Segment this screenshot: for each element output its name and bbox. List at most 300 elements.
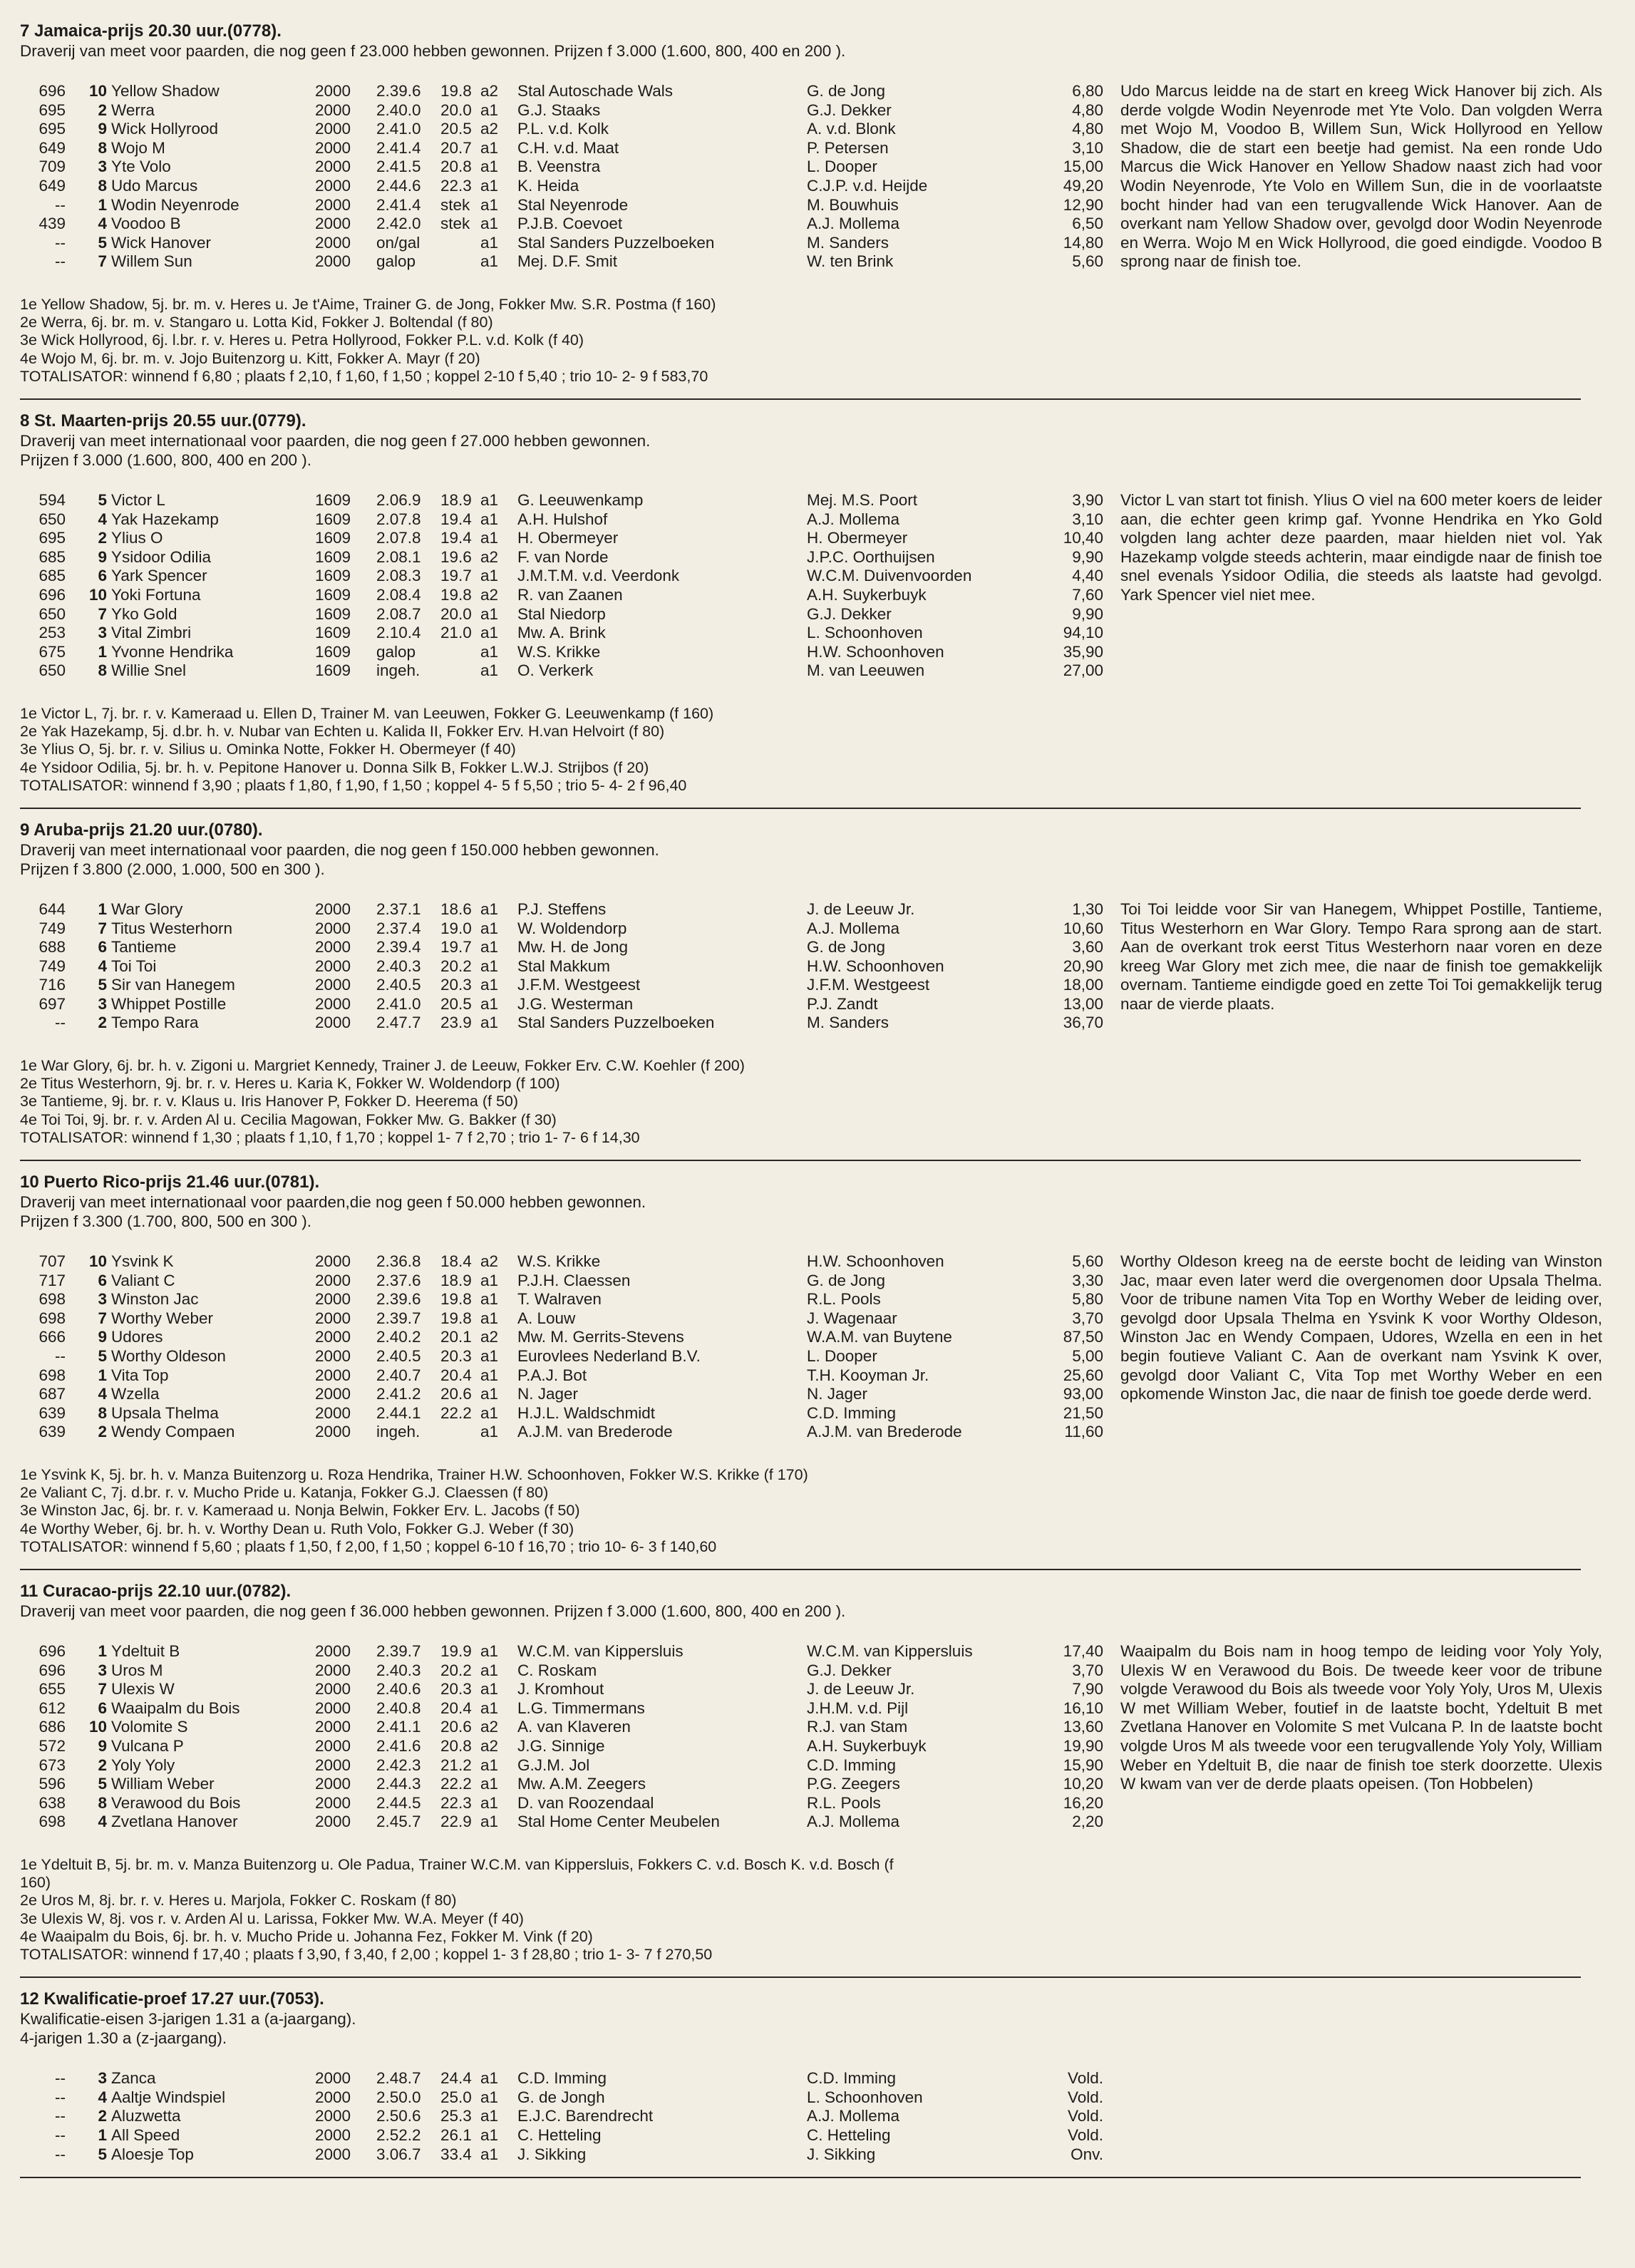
placing-detail: 3e Winston Jac, 6j. br. r. v. Kameraad u. Nonja Belwin, Fokker Erv. L. Jacobs (f 50) (20, 1502, 580, 1520)
time-cell: 2.07.8 (376, 510, 421, 528)
time-cell: 2.40.8 (376, 1699, 421, 1717)
time-cell: ingeh. (376, 661, 421, 680)
totalisator: TOTALISATOR: winnend f 5,60 ; plaats f 1,50, f 2,00, f 1,50 ; koppel 6-10 f 16,70 ; trio 10- 6- 3 f 140,60 (20, 1537, 717, 1555)
ranking-cell: 697 (38, 994, 66, 1013)
distance-cell: 2000 (315, 1252, 351, 1271)
odds-cell: 87,50 (1063, 1328, 1103, 1346)
result-row (20, 1699, 1110, 1718)
driver-cell: G. de Jong (807, 938, 886, 957)
horse-name-cell: Victor L (111, 490, 165, 509)
ranking-cell: 696 (38, 1661, 66, 1679)
start-number-cell: 8 (98, 138, 107, 157)
driver-cell: G.J. Dekker (807, 604, 892, 623)
owner-cell: Stal Neyenrode (517, 195, 629, 214)
driver-cell: P.J. Zandt (807, 994, 878, 1013)
owner-cell: R. van Zaanen (517, 585, 623, 604)
result-row (20, 510, 1110, 530)
start-number-cell: 2 (98, 1423, 107, 1441)
owner-cell: G. Leeuwenkamp (517, 490, 644, 509)
placing-detail: 1e Ydeltuit B, 5j. br. m. v. Manza Buitenzorg u. Ole Padua, Trainer W.C.M. van Kippersluis, Fokkers C. v.d. Bosch K. v.d. Bosch (f (20, 1855, 894, 1873)
km-time-cell: 24.4 (440, 2069, 472, 2088)
placing-detail: 4e Waaipalm du Bois, 6j. br. h. v. Mucho Pride u. Johanna Fez, Fokker M. Vink (f 20) (20, 1927, 593, 1945)
result-row (20, 1272, 1110, 1291)
results-area (20, 900, 1602, 1033)
ranking-cell: 749 (38, 919, 66, 937)
time-cell: 2.48.7 (376, 2069, 421, 2088)
start-position-cell: a1 (480, 195, 499, 214)
result-row (20, 567, 1110, 586)
result-row (20, 1794, 1110, 1813)
km-time-cell: 19.8 (440, 585, 472, 604)
time-cell: 2.40.3 (376, 957, 421, 975)
horse-name-cell: Worthy Oldeson (111, 1347, 226, 1366)
owner-cell: Mw. A.M. Zeegers (517, 1775, 646, 1793)
placing-detail: 3e Wick Hollyrood, 6j. l.br. r. v. Heres u. Petra Hollyrood, Fokker P.L. v.d. Kolk (f 40) (20, 331, 584, 349)
driver-cell: A.H. Suykerbuyk (807, 1737, 927, 1755)
odds-cell: 10,20 (1063, 1775, 1103, 1793)
km-time-cell: 22.2 (440, 1775, 472, 1793)
start-position-cell: a1 (480, 957, 499, 975)
placing-detail: 1e War Glory, 6j. br. h. v. Zigoni u. Margriet Kennedy, Trainer J. de Leeuw, Fokker Erv. C.W. Koehler (f 200) (20, 1057, 745, 1075)
distance-cell: 2000 (315, 1328, 351, 1346)
odds-cell: Vold. (1067, 2107, 1103, 2125)
driver-cell: J. de Leeuw Jr. (807, 1680, 915, 1699)
section-divider (20, 398, 1581, 400)
km-time-cell: 18.6 (440, 900, 472, 918)
time-cell: 2.41.4 (376, 195, 421, 214)
ranking-cell: 707 (38, 1252, 66, 1271)
ranking-cell: 716 (38, 976, 66, 994)
placing-detail: 4e Worthy Weber, 6j. br. h. v. Worthy Dean u. Ruth Volo, Fokker G.J. Weber (f 30) (20, 1520, 574, 1537)
ranking-cell: 698 (38, 1813, 66, 1831)
start-position-cell: a1 (480, 529, 499, 547)
horse-name-cell: Willie Snel (111, 661, 187, 680)
distance-cell: 2000 (315, 1271, 351, 1289)
horse-name-cell: Vulcana P (111, 1737, 184, 1755)
driver-cell: P.G. Zeegers (807, 1775, 900, 1793)
odds-cell: 4,40 (1072, 567, 1103, 585)
odds-cell: 3,30 (1072, 1271, 1103, 1289)
time-cell: 2.42.0 (376, 215, 421, 233)
km-time-cell: stek (440, 195, 470, 214)
owner-cell: A.H. Hulshof (517, 510, 608, 528)
result-row (20, 252, 1110, 272)
km-time-cell: stek (440, 215, 470, 233)
driver-cell: N. Jager (807, 1385, 868, 1403)
totalisator: TOTALISATOR: winnend f 17,40 ; plaats f 3,90, f 3,40, f 2,00 ; koppel 1- 3 f 28,80 ; trio 1- 3- 7 f 270,50 (20, 1945, 713, 1963)
start-number-cell: 7 (98, 1680, 107, 1699)
start-number-cell: 3 (98, 1661, 107, 1679)
time-cell: 2.44.5 (376, 1793, 421, 1812)
odds-cell: 35,90 (1063, 642, 1103, 661)
start-position-cell: a1 (480, 1680, 499, 1699)
km-time-cell: 20.0 (440, 604, 472, 623)
race-description: Kwalificatie-eisen 3-jarigen 1.31 a (a-jaargang). (20, 2010, 356, 2029)
ranking-cell: 695 (38, 120, 66, 138)
owner-cell: Mw. A. Brink (517, 624, 606, 642)
time-cell: 2.44.6 (376, 176, 421, 195)
time-cell: 2.40.5 (376, 1347, 421, 1366)
ranking-cell: 695 (38, 100, 66, 119)
result-row (20, 1385, 1110, 1404)
time-cell: 2.44.3 (376, 1775, 421, 1793)
km-time-cell: 18.9 (440, 1271, 472, 1289)
time-cell: 2.52.2 (376, 2125, 421, 2144)
owner-cell: W. Woldendorp (517, 919, 627, 937)
start-position-cell: a1 (480, 138, 499, 157)
ranking-cell: 696 (38, 1642, 66, 1661)
result-row (20, 976, 1110, 995)
result-row (20, 1737, 1110, 1756)
horse-name-cell: Vita Top (111, 1366, 169, 1384)
ranking-cell: 688 (38, 938, 66, 957)
start-number-cell: 4 (98, 1385, 107, 1403)
time-cell: galop (376, 252, 416, 271)
ranking-cell: -- (55, 1014, 66, 1032)
time-cell: 2.08.7 (376, 604, 421, 623)
odds-cell: 4,80 (1072, 100, 1103, 119)
driver-cell: J. de Leeuw Jr. (807, 900, 915, 918)
start-number-cell: 4 (98, 1813, 107, 1831)
placing-detail: 4e Toi Toi, 9j. br. r. v. Arden Al u. Cecilia Magowan, Fokker Mw. G. Bakker (f 30) (20, 1110, 557, 1128)
start-position-cell: a1 (480, 176, 499, 195)
race-commentary: Toi Toi leidde voor Sir van Hanegem, Whippet Postille, Tantieme, Titus Westerhorn en War Glory. Tempo Rara sprong aan de start. Aan de overkant trok eerst Titus Westerhorn naar voren en deze kreeg War Glory met zich mee, die naar de finish toe gemakkelijk overnam. Tantieme eindigde goed en zette Toi Toi gemakkelijk terug naar de vierde plaats. (1120, 900, 1602, 1013)
ranking-cell: 594 (38, 490, 66, 509)
start-position-cell: a1 (480, 567, 499, 585)
race-title: 12 Kwalificatie-proef 17.27 uur.(7053). (20, 1989, 324, 2009)
driver-cell: L. Dooper (807, 1347, 877, 1366)
start-position-cell: a1 (480, 604, 499, 623)
distance-cell: 2000 (315, 1775, 351, 1793)
start-number-cell: 10 (88, 82, 107, 100)
results-table (20, 82, 1110, 272)
owner-cell: Mw. M. Gerrits-Stevens (517, 1328, 684, 1346)
time-cell: 2.40.6 (376, 1680, 421, 1699)
odds-cell: 3,70 (1072, 1309, 1103, 1327)
horse-name-cell: Aaltje Windspiel (111, 2088, 226, 2106)
ranking-cell: 698 (38, 1290, 66, 1309)
driver-cell: A.H. Suykerbuyk (807, 585, 927, 604)
start-position-cell: a1 (480, 100, 499, 119)
start-number-cell: 7 (98, 1309, 107, 1327)
race-section (20, 21, 1602, 391)
time-cell: 2.39.7 (376, 1642, 421, 1661)
km-time-cell: 20.3 (440, 976, 472, 994)
owner-cell: Stal Sanders Puzzelboeken (517, 233, 715, 252)
km-time-cell: 19.9 (440, 1642, 472, 1661)
distance-cell: 2000 (315, 1813, 351, 1831)
owner-cell: F. van Norde (517, 547, 609, 566)
driver-cell: C.J.P. v.d. Heijde (807, 176, 928, 195)
time-cell: 2.39.6 (376, 82, 421, 100)
race-description: Draverij van meet internationaal voor paarden, die nog geen f 150.000 hebben gewonnen. (20, 840, 659, 859)
time-cell: 2.10.4 (376, 624, 421, 642)
km-time-cell: 19.8 (440, 82, 472, 100)
totalisator: TOTALISATOR: winnend f 6,80 ; plaats f 2,10, f 1,60, f 1,50 ; koppel 2-10 f 5,40 ; trio 10- 2- 9 f 583,70 (20, 367, 708, 385)
result-row (20, 1404, 1110, 1423)
driver-cell: M. van Leeuwen (807, 661, 925, 680)
horse-name-cell: Tempo Rara (111, 1014, 199, 1032)
horse-name-cell: William Weber (111, 1775, 215, 1793)
ranking-cell: 695 (38, 529, 66, 547)
start-number-cell: 9 (98, 547, 107, 566)
distance-cell: 2000 (315, 1793, 351, 1812)
start-position-cell: a1 (480, 938, 499, 957)
result-row (20, 2088, 1110, 2108)
odds-cell: 3,10 (1072, 138, 1103, 157)
distance-cell: 1609 (315, 529, 351, 547)
race-details (20, 1856, 1581, 1964)
odds-cell: 13,60 (1063, 1718, 1103, 1736)
km-time-cell: 19.7 (440, 567, 472, 585)
odds-cell: 3,70 (1072, 1661, 1103, 1679)
owner-cell: A.J.M. van Brederode (517, 1423, 673, 1441)
driver-cell: J. Sikking (807, 2145, 876, 2163)
start-number-cell: 1 (98, 900, 107, 918)
owner-cell: Eurovlees Nederland B.V. (517, 1347, 701, 1366)
start-number-cell: 3 (98, 624, 107, 642)
result-row (20, 1366, 1110, 1386)
result-row (20, 491, 1110, 510)
start-position-cell: a1 (480, 158, 499, 176)
owner-cell: C.D. Imming (517, 2069, 607, 2088)
time-cell: 2.08.1 (376, 547, 421, 566)
start-number-cell: 1 (98, 2125, 107, 2144)
owner-cell: Stal Home Center Meubelen (517, 1813, 720, 1831)
km-time-cell: 20.4 (440, 1699, 472, 1717)
driver-cell: J. Wagenaar (807, 1309, 897, 1327)
driver-cell: W.C.M. Duivenvoorden (807, 567, 972, 585)
distance-cell: 2000 (315, 919, 351, 937)
owner-cell: Mw. H. de Jong (517, 938, 629, 957)
result-row (20, 1813, 1110, 1832)
placing-detail: 1e Ysvink K, 5j. br. h. v. Manza Buitenzorg u. Roza Hendrika, Trainer H.W. Schoonhoven, Fokker W.S. Krikke (f 170) (20, 1466, 808, 1484)
results-area (20, 1642, 1602, 1832)
owner-cell: P.L. v.d. Kolk (517, 120, 609, 138)
driver-cell: A.J. Mollema (807, 215, 900, 233)
horse-name-cell: Zvetlana Hanover (111, 1813, 238, 1831)
ranking-cell: 709 (38, 158, 66, 176)
result-row (20, 1309, 1110, 1329)
start-number-cell: 6 (98, 1271, 107, 1289)
result-row (20, 215, 1110, 234)
odds-cell: 3,10 (1072, 510, 1103, 528)
km-time-cell: 20.3 (440, 1347, 472, 1366)
distance-cell: 2000 (315, 2088, 351, 2106)
horse-name-cell: Wzella (111, 1385, 160, 1403)
results-table (20, 2069, 1110, 2164)
horse-name-cell: Yoly Yoly (111, 1756, 175, 1774)
odds-cell: 15,00 (1063, 158, 1103, 176)
owner-cell: P.A.J. Bot (517, 1366, 587, 1384)
start-number-cell: 7 (98, 252, 107, 271)
distance-cell: 2000 (315, 976, 351, 994)
placing-detail: 4e Ysidoor Odilia, 5j. br. h. v. Pepitone Hanover u. Donna Silk B, Fokker L.W.J. Strijbos (f 20) (20, 758, 649, 776)
result-row (20, 1252, 1110, 1272)
km-time-cell: 19.8 (440, 1290, 472, 1309)
result-row (20, 529, 1110, 548)
ranking-cell: -- (55, 2069, 66, 2088)
distance-cell: 2000 (315, 1699, 351, 1717)
horse-name-cell: Yak Hazekamp (111, 510, 219, 528)
horse-name-cell: Worthy Weber (111, 1309, 213, 1327)
start-position-cell: a2 (480, 1718, 499, 1736)
driver-cell: W.A.M. van Buytene (807, 1328, 952, 1346)
start-position-cell: a1 (480, 1661, 499, 1679)
owner-cell: G.J.M. Jol (517, 1756, 590, 1774)
race-details (20, 296, 1581, 386)
start-number-cell: 4 (98, 957, 107, 975)
start-number-cell: 3 (98, 158, 107, 176)
start-position-cell: a2 (480, 547, 499, 566)
odds-cell: 2,20 (1072, 1813, 1103, 1831)
owner-cell: C.H. v.d. Maat (517, 138, 619, 157)
start-position-cell: a1 (480, 1642, 499, 1661)
time-cell: 2.39.4 (376, 938, 421, 957)
driver-cell: H.W. Schoonhoven (807, 642, 944, 661)
odds-cell: 15,90 (1063, 1756, 1103, 1774)
distance-cell: 2000 (315, 2107, 351, 2125)
distance-cell: 1609 (315, 642, 351, 661)
ranking-cell: -- (55, 233, 66, 252)
horse-name-cell: Wick Hollyrood (111, 120, 219, 138)
driver-cell: L. Dooper (807, 158, 877, 176)
horse-name-cell: Yvonne Hendrika (111, 642, 234, 661)
driver-cell: A. v.d. Blonk (807, 120, 896, 138)
driver-cell: P. Petersen (807, 138, 889, 157)
ranking-cell: 666 (38, 1328, 66, 1346)
horse-name-cell: Verawood du Bois (111, 1793, 241, 1812)
owner-cell: Stal Makkum (517, 957, 611, 975)
result-row (20, 586, 1110, 605)
horse-name-cell: Wodin Neyenrode (111, 195, 239, 214)
start-position-cell: a1 (480, 2125, 499, 2144)
result-row (20, 1423, 1110, 1442)
km-time-cell: 20.5 (440, 120, 472, 138)
race-title: 9 Aruba-prijs 21.20 uur.(0780). (20, 820, 263, 840)
start-position-cell: a1 (480, 1271, 499, 1289)
result-row (20, 139, 1110, 158)
owner-cell: C. Hetteling (517, 2125, 602, 2144)
horse-name-cell: Uros M (111, 1661, 163, 1679)
start-number-cell: 10 (88, 585, 107, 604)
result-row (20, 1014, 1110, 1033)
ranking-cell: 639 (38, 1403, 66, 1422)
ranking-cell: 596 (38, 1775, 66, 1793)
time-cell: 3.06.7 (376, 2145, 421, 2163)
driver-cell: H.W. Schoonhoven (807, 957, 944, 975)
distance-cell: 2000 (315, 1661, 351, 1679)
horse-name-cell: Vital Zimbri (111, 624, 192, 642)
ranking-cell: 696 (38, 82, 66, 100)
km-time-cell: 18.9 (440, 490, 472, 509)
driver-cell: A.J. Mollema (807, 1813, 900, 1831)
owner-cell: H. Obermeyer (517, 529, 619, 547)
horse-name-cell: Willem Sun (111, 252, 192, 271)
start-position-cell: a2 (480, 1328, 499, 1346)
result-row (20, 1775, 1110, 1794)
driver-cell: A.J.M. van Brederode (807, 1423, 962, 1441)
time-cell: 2.07.8 (376, 529, 421, 547)
start-number-cell: 5 (98, 976, 107, 994)
horse-name-cell: Wendy Compaen (111, 1423, 235, 1441)
odds-cell: 27,00 (1063, 661, 1103, 680)
start-position-cell: a1 (480, 510, 499, 528)
ranking-cell: 650 (38, 510, 66, 528)
result-row (20, 661, 1110, 681)
start-number-cell: 5 (98, 490, 107, 509)
km-time-cell: 25.3 (440, 2107, 472, 2125)
horse-name-cell: Wojo M (111, 138, 165, 157)
km-time-cell: 20.8 (440, 1737, 472, 1755)
driver-cell: M. Sanders (807, 233, 889, 252)
km-time-cell: 22.3 (440, 176, 472, 195)
result-row (20, 1756, 1110, 1775)
start-position-cell: a1 (480, 2088, 499, 2106)
start-number-cell: 8 (98, 176, 107, 195)
result-row (20, 177, 1110, 196)
distance-cell: 2000 (315, 900, 351, 918)
start-position-cell: a2 (480, 1252, 499, 1271)
odds-cell: 10,60 (1063, 919, 1103, 937)
start-number-cell: 2 (98, 100, 107, 119)
start-position-cell: a1 (480, 490, 499, 509)
start-number-cell: 1 (98, 642, 107, 661)
km-time-cell: 19.7 (440, 938, 472, 957)
result-row (20, 1290, 1110, 1309)
start-number-cell: 10 (88, 1252, 107, 1271)
owner-cell: J.F.M. Westgeest (517, 976, 641, 994)
distance-cell: 1609 (315, 490, 351, 509)
horse-name-cell: Werra (111, 100, 155, 119)
ranking-cell: 685 (38, 567, 66, 585)
owner-cell: A. Louw (517, 1309, 576, 1327)
driver-cell: H.W. Schoonhoven (807, 1252, 944, 1271)
race-description: Draverij van meet voor paarden, die nog geen f 23.000 hebben gewonnen. Prijzen f 3.000 (1.600, 800, 400 en 200 ). (20, 42, 846, 60)
owner-cell: N. Jager (517, 1385, 579, 1403)
owner-cell: W.S. Krikke (517, 642, 601, 661)
odds-cell: 18,00 (1063, 976, 1103, 994)
start-position-cell: a1 (480, 1347, 499, 1366)
owner-cell: J.G. Westerman (517, 994, 634, 1013)
start-position-cell: a2 (480, 585, 499, 604)
start-number-cell: 2 (98, 1014, 107, 1032)
owner-cell: W.C.M. van Kippersluis (517, 1642, 684, 1661)
horse-name-cell: Volomite S (111, 1718, 188, 1736)
driver-cell: W.C.M. van Kippersluis (807, 1642, 973, 1661)
placing-detail: 2e Titus Westerhorn, 9j. br. r. v. Heres u. Karia K, Fokker W. Woldendorp (f 100) (20, 1075, 560, 1093)
km-time-cell: 20.2 (440, 1661, 472, 1679)
km-time-cell: 20.5 (440, 994, 472, 1013)
km-time-cell: 21.0 (440, 624, 472, 642)
result-row (20, 957, 1110, 976)
ranking-cell: 649 (38, 138, 66, 157)
km-time-cell: 18.4 (440, 1252, 472, 1271)
start-position-cell: a1 (480, 994, 499, 1013)
ranking-cell: -- (55, 2088, 66, 2106)
ranking-cell: -- (55, 1347, 66, 1366)
odds-cell: 20,90 (1063, 957, 1103, 975)
horse-name-cell: Ydeltuit B (111, 1642, 180, 1661)
owner-cell: J.M.T.M. v.d. Veerdonk (517, 567, 680, 585)
km-time-cell: 22.2 (440, 1403, 472, 1422)
time-cell: 2.37.1 (376, 900, 421, 918)
odds-cell: 5,80 (1072, 1290, 1103, 1309)
time-cell: 2.41.4 (376, 138, 421, 157)
result-row (20, 2145, 1110, 2165)
start-number-cell: 4 (98, 215, 107, 233)
placing-detail: 2e Werra, 6j. br. m. v. Stangaro u. Lotta Kid, Fokker J. Boltendal (f 80) (20, 314, 493, 331)
